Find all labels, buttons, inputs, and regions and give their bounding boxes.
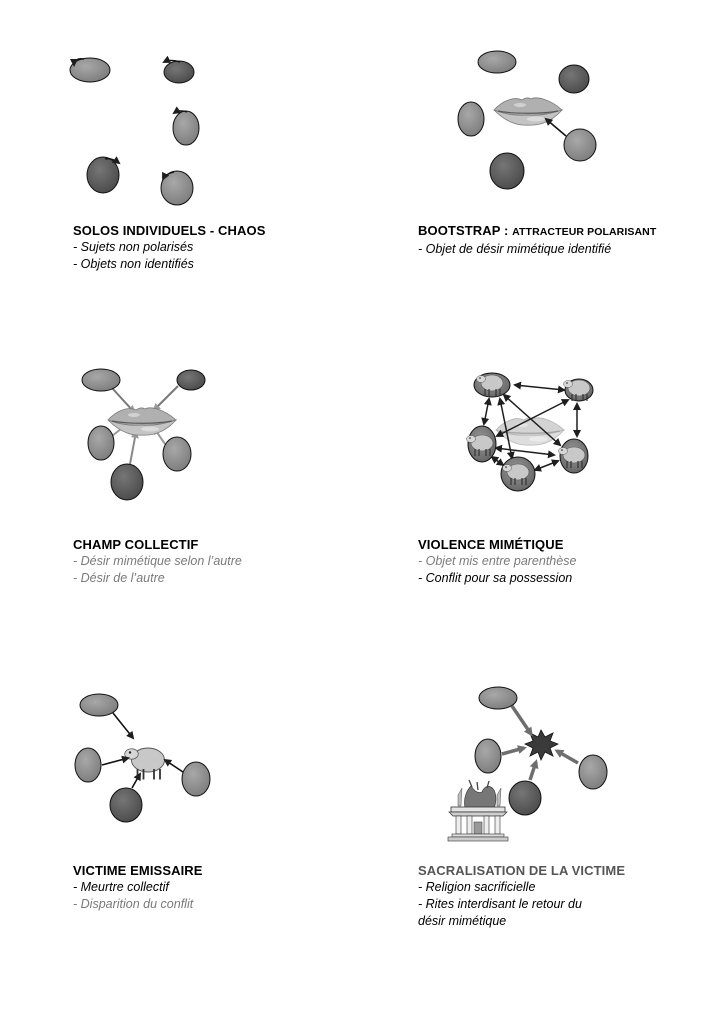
- temple-altar-icon: [448, 780, 508, 841]
- violence-arrow: [132, 774, 140, 788]
- desire-arrow: [546, 119, 566, 136]
- panel-bullet: - Objet mis entre parenthèse: [418, 554, 577, 568]
- subject-node: [478, 51, 516, 73]
- panel-bullet: - Désir mimétique selon l’autre: [73, 554, 242, 568]
- subject-node: [87, 157, 119, 193]
- sheep-victim: [125, 748, 165, 780]
- panel-bullet: - Religion sacrificielle: [418, 880, 536, 894]
- subject-node: [70, 58, 110, 82]
- subject-node: [110, 788, 142, 822]
- panel-title: CHAMP COLLECTIF: [73, 537, 199, 552]
- panel-sacralisation-diagram: [448, 687, 607, 841]
- violence-arrow: [502, 748, 524, 754]
- sheep-icon: [125, 748, 165, 780]
- panel-bootstrap-diagram: [458, 51, 596, 189]
- panel-title: VIOLENCE MIMÉTIQUE: [418, 537, 564, 552]
- subject-node: [164, 61, 194, 83]
- panel-victime-caption: [73, 862, 373, 913]
- subject-node: [182, 762, 210, 796]
- violence-arrow: [113, 713, 133, 738]
- panel-solos-caption: [73, 222, 373, 273]
- violence-arrow: [102, 758, 128, 765]
- panel-bullet: - Meurtre collectif: [73, 880, 169, 894]
- subject-node: [479, 687, 517, 709]
- panel-violence-caption: [418, 536, 718, 587]
- panel-bullet: - Rites interdisant le retour du: [418, 897, 582, 911]
- subject-node: [475, 739, 501, 773]
- subject-node: [80, 694, 118, 716]
- subject-node: [163, 437, 191, 471]
- panel-bullet: désir mimétique: [418, 914, 507, 928]
- subject-node: [579, 755, 607, 789]
- violence-arrow: [530, 762, 536, 780]
- subject-node: [173, 111, 199, 145]
- panel-bullet: - Objets non identifiés: [73, 257, 194, 271]
- panel-bullet: - Conflit pour sa possession: [418, 571, 573, 585]
- subject-node: [111, 464, 143, 500]
- sheep-subject-node: [501, 457, 535, 491]
- panel-solos-diagram: [70, 58, 199, 205]
- subject-node: [177, 370, 205, 390]
- panel-champ-diagram: [82, 369, 205, 500]
- panel-victime-diagram: [75, 694, 210, 822]
- violence-arrow: [165, 760, 183, 772]
- violence-arrow: [512, 706, 531, 734]
- panel-sacralisation-caption: [418, 862, 718, 930]
- sheep-subject-node: [564, 379, 594, 401]
- panel-title: SOLOS INDIVIDUELS - CHAOS: [73, 223, 266, 238]
- subject-node: [75, 748, 101, 782]
- violence-arrow: [557, 751, 578, 763]
- sheep-subject-node: [474, 373, 510, 397]
- sheep-subject-node: [559, 439, 589, 473]
- panel-title: SACRALISATION DE LA VICTIME: [418, 863, 626, 878]
- subject-node: [458, 102, 484, 136]
- panel-title-suffix: ATTRACTEUR POLARISANT: [512, 226, 657, 238]
- subject-node: [88, 426, 114, 460]
- panel-title: BOOTSTRAP : ATTRACTEUR POLARISANT: [418, 223, 657, 238]
- panel-bullet: - Sujets non polarisés: [73, 240, 194, 254]
- subject-node: [564, 129, 596, 161]
- panel-title: VICTIME EMISSAIRE: [73, 863, 203, 878]
- subject-node: [559, 65, 589, 93]
- panel-bullet: - Objet de désir mimétique identifié: [418, 242, 612, 256]
- sheep-subject-node: [467, 426, 497, 462]
- panel-bootstrap-caption: [418, 222, 718, 258]
- subject-node: [509, 781, 541, 815]
- lips-icon: [494, 98, 562, 125]
- subject-node: [82, 369, 120, 391]
- subject-node: [490, 153, 524, 189]
- panel-bullet: - Désir de l’autre: [73, 571, 165, 585]
- panel-champ-caption: [73, 536, 373, 587]
- panel-violence-diagram: [467, 373, 594, 491]
- panel-bullet: - Disparition du conflit: [73, 897, 194, 911]
